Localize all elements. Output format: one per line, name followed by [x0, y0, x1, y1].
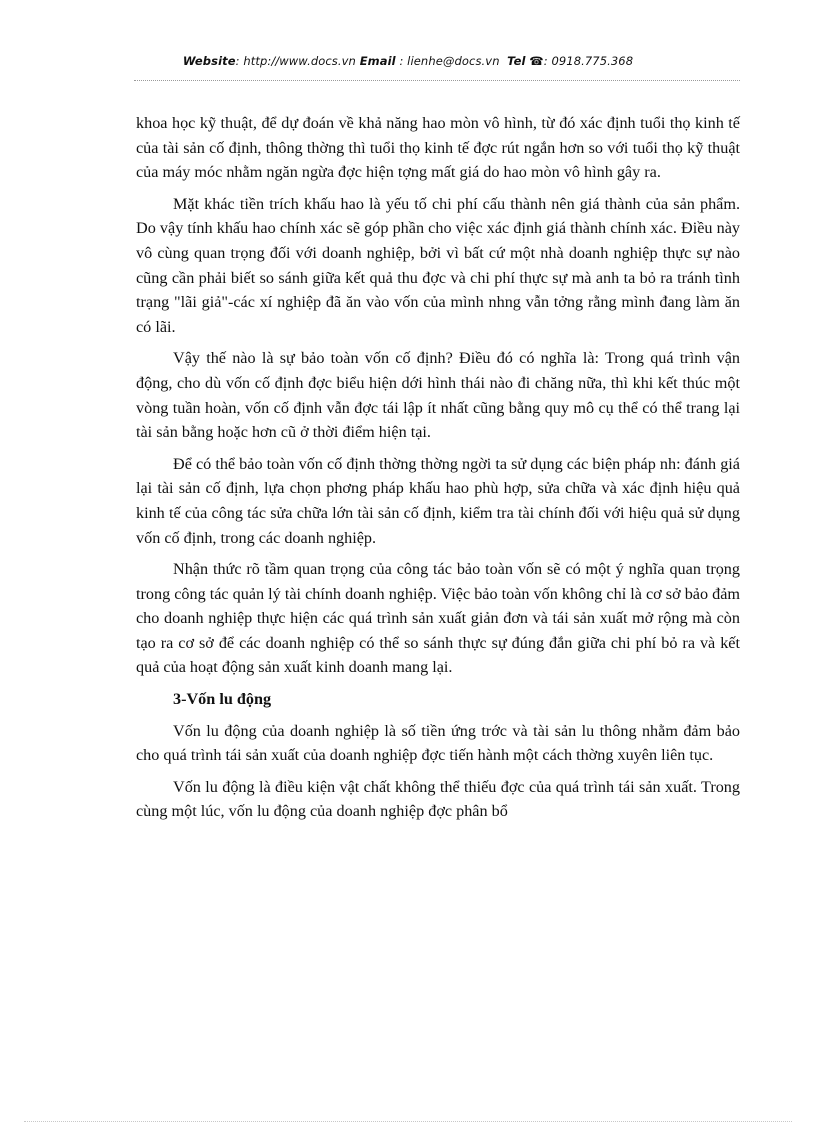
tel-label: Tel	[507, 54, 526, 68]
paragraph-preservation-measures: Để có thể bảo toàn vốn cố định thờng thờng ngời ta sử dụng các biện pháp nh: đánh giá lại tài sản cố định, lựa chọn phơng pháp khấu hao phù hợp, sửa chữa và xác định hiệu quả kinh tế của công tác sửa chữa lớn tài sản cố định, kiểm tra tài chính đối với hiệu quả sử dụng vốn cố định, trong các doanh nghiệp.	[136, 454, 740, 547]
paragraph-capital-preservation: Vậy thế nào là sự bảo toàn vốn cố định? Điều đó có nghĩa là: Trong quá trình vận động, cho dù vốn cố định đợc biểu hiện dới hình thái nào đi chăng nữa, thì khi kết thúc một vòng tuần hoàn, vốn cố định vẫn đợc tái lập ít nhất cũng bằng quy mô cụ thể có thể trang lại tài sản bằng hoặc hơn cũ ở thời điểm hiện tại.	[136, 349, 740, 442]
section-heading: 3-Vốn lu động	[173, 690, 272, 709]
tel-value: : 0918.775.368	[543, 54, 634, 68]
paragraph-importance: Nhận thức rõ tầm quan trọng của công tác bảo toàn vốn sẽ có một ý nghĩa quan trọng trong công tác quản lý tài chính doanh nghiệp. Việc bảo toàn vốn không chỉ là cơ sở bảo đảm cho doanh nghiệp thực hiện các quá trình sản xuất giản đơn và tái sản xuất mở rộng mà còn tạo ra cơ sở để các doanh nghiệp có thể so sánh thực sự đúng đắn giữa chi phí bỏ ra và kết quả của hoạt động sản xuất kinh doanh mang lại.	[136, 560, 740, 677]
email-value: : lienhe@docs.vn	[399, 54, 500, 68]
document-body	[136, 111, 740, 831]
phone-icon: ☎	[529, 54, 544, 68]
paragraph-working-capital-definition: Vốn lu động của doanh nghiệp là số tiền ứng trớc và tài sản lu thông nhằm đảm bảo cho quá trình tái sản xuất của doanh nghiệp đợc tiến hành một cách thờng xuyên liên tục.	[136, 721, 740, 765]
page-header	[0, 54, 816, 68]
paragraph-continuation: khoa học kỹ thuật, để dự đoán về khả năng hao mòn vô hình, từ đó xác định tuổi thọ kinh tế của tài sản cố định, thông thờng thì tuổi thọ kinh tế đợc rút ngắn hơn so với tuổi thọ kỹ thuật của máy móc nhằm ngăn ngừa đợc hiện tợng mất giá do hao mòn vô hình gây ra.	[136, 114, 740, 182]
footer-divider	[24, 1121, 792, 1122]
website-value: : http://www.docs.vn	[235, 54, 356, 68]
paragraph-depreciation: Mặt khác tiền trích khấu hao là yếu tố chi phí cấu thành nên giá thành của sản phẩm. Do vậy tính khấu hao chính xác sẽ góp phần cho việc xác định giá thành chính xác. Điều này vô cùng quan trọng đối với doanh nghiệp, bởi vì bất cứ một nhà doanh nghiệp thực sự nào cũng cần phải biết so sánh giữa kết quả thu đợc và chi phí thực sự mà anh ta bỏ ra tránh tình trạng "lãi giả"-các xí nghiệp đã ăn vào vốn của mình nhng vẫn tởng rằng mình đang làm ăn có lãi.	[136, 194, 740, 336]
email-label: Email	[359, 54, 396, 68]
paragraph-working-capital-role: Vốn lu động là điều kiện vật chất không thể thiếu đợc của quá trình tái sản xuất. Trong cùng một lúc, vốn lu động của doanh nghiệp đợc phân bổ	[136, 777, 740, 821]
website-label: Website	[182, 54, 236, 68]
header-divider	[134, 80, 740, 81]
